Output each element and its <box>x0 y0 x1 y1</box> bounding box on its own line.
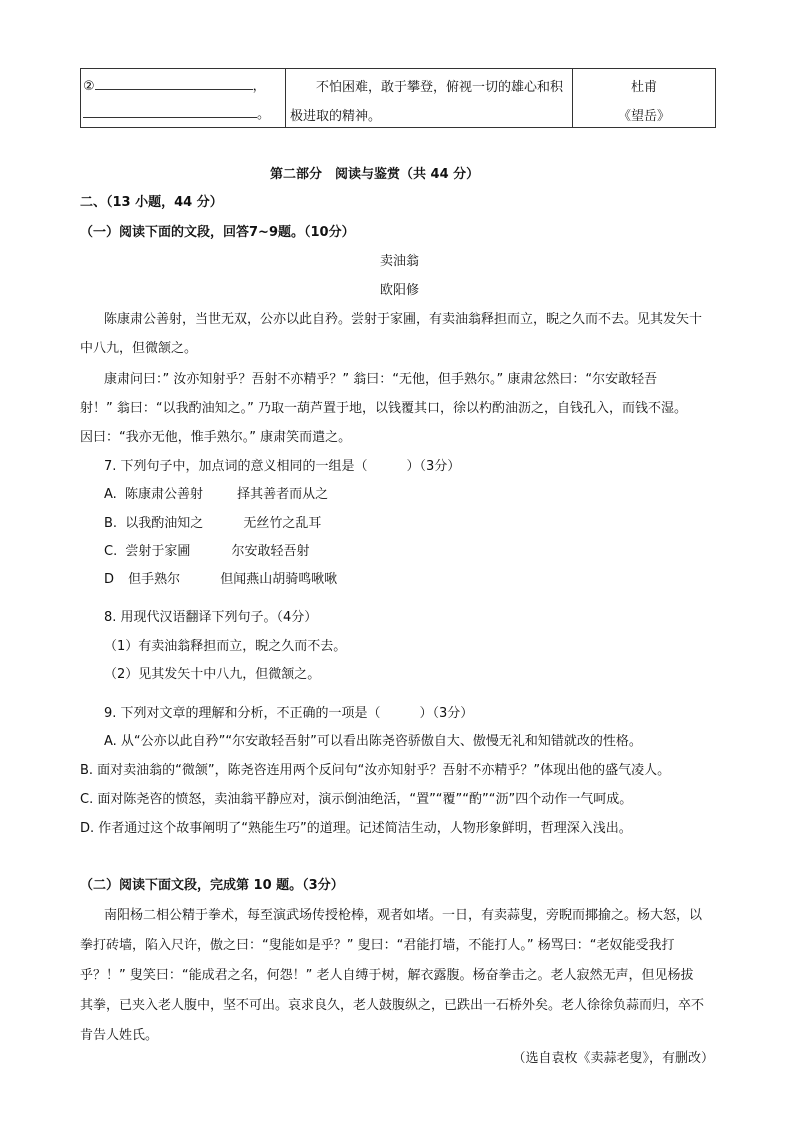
meaning-cell <box>286 69 573 128</box>
option-label: C. <box>104 544 118 559</box>
answer-blank-1[interactable] <box>95 75 253 90</box>
q9-option-b[interactable]: B. 面对卖油翁的“微颔”，陈尧咨连用两个反问句“汝亦知射乎？吾射不亦精乎？”体现出他的盛气凌人。 <box>80 763 671 778</box>
q7-option-a[interactable] <box>104 483 328 502</box>
q9-option-c[interactable]: C. 面对陈尧咨的愤怒，卖油翁平静应对，演示倒油绝活，“置”“覆”“酌”“沥”四个动作一气呵成。 <box>80 792 633 807</box>
para2-line1: 康肃问曰：” 汝亦知射乎？吾射不亦精乎？” 翁曰：“无他，但手熟尔。” 康肃忿然曰：“尔安敢轻吾 <box>104 372 658 387</box>
para2-line3: 因曰：“我亦无他，惟手熟尔。” 康肃笑而遣之。 <box>80 430 352 445</box>
q7-option-d[interactable] <box>104 568 337 587</box>
part2-title: 第二部分 阅读与鉴赏（共 44 分） <box>270 167 480 182</box>
work-title: 《望岳》 <box>617 109 670 124</box>
blank-punct-1: ， <box>252 79 266 94</box>
q8-stem: 8. 用现代汉语翻译下列句子。（4分） <box>104 610 318 625</box>
option-label: D <box>104 572 115 587</box>
source-note: （选自袁枚《卖蒜老叟》，有删改） <box>512 1051 714 1066</box>
option-left: 以我酌油知之 <box>125 516 204 531</box>
q7-stem: 7. 下列句子中，加点词的意义相同的一组是（ ）（3分） <box>104 459 461 474</box>
q7-option-b[interactable] <box>104 512 321 531</box>
q8-sentence-2: （2）见其发矢十中八九，但微颔之。 <box>104 667 321 682</box>
passage-author: 欧阳修 <box>380 283 420 298</box>
para1-line1: 陈康肃公善射，当世无双，公亦以此自矜。尝射于家圃，有卖油翁释担而立，睨之久而不去。见其发矢十 <box>104 312 703 327</box>
meaning-line-2: 极进取的精神。 <box>290 109 382 124</box>
sub2-header: （二）阅读下面文段，完成第 10 题。（3分） <box>80 878 344 893</box>
option-right: 择其善者而从之 <box>237 487 329 502</box>
option-label: B. <box>104 516 118 531</box>
answer-blank-2[interactable] <box>83 103 257 118</box>
sub1-header: （一）阅读下面的文段，回答7~9题。（10分） <box>80 225 355 240</box>
sub2-line3: 乎？！” 叟笑曰：“能成君之名，何怨！” 老人自缚于树，解衣露腹。杨奋拳击之。老人寂然无声，但见杨拔 <box>80 968 694 983</box>
q9-stem: 9. 下列对文章的理解和分析，不正确的一项是（ ）（3分） <box>104 706 474 721</box>
answer-table <box>80 68 716 128</box>
option-right: 尔安敢轻吾射 <box>231 544 310 559</box>
para2-line2: 射！” 翁曰：“以我酌油知之。” 乃取一葫芦置于地，以钱覆其口，徐以杓酌油沥之，自钱孔入，而钱不湿。 <box>80 401 687 416</box>
sub2-line5: 肯告人姓氏。 <box>80 1028 159 1043</box>
q8-sentence-1: （1）有卖油翁释担而立，睨之久而不去。 <box>104 639 347 654</box>
blank-punct-2: 。 <box>257 107 271 122</box>
option-left: 陈康肃公善射 <box>124 487 203 502</box>
sub2-line1: 南阳杨二相公精于拳术，每至演武场传授枪棒，观者如堵。一日，有卖蒜叟，旁睨而揶揄之。杨大怒，以 <box>104 908 703 923</box>
meaning-line-1: 不怕困难，敢于攀登，俯视一切的雄心和积 <box>316 80 564 95</box>
option-right: 无丝竹之乱耳 <box>243 516 322 531</box>
passage-title: 卖油翁 <box>380 254 420 269</box>
q9-option-d[interactable]: D. 作者通过这个故事阐明了“熟能生巧”的道理。记述简洁生动，人物形象鲜明，哲理深入浅出。 <box>80 821 632 836</box>
author-name: 杜甫 <box>630 80 657 95</box>
sub2-line2: 拳打砖墙，陷入尺许，傲之曰：“叟能如是乎？” 叟曰：“君能打墙，不能打人。” 杨骂曰：“老奴能受我打 <box>80 938 675 953</box>
option-left: 尝射于家圃 <box>125 544 191 559</box>
q9-option-a[interactable]: A. 从“公亦以此自矜”“尔安敢轻吾射”可以看出陈尧咨骄傲自大、傲慢无礼和知错就改的性格。 <box>104 734 642 749</box>
sub2-line4: 其拳，已夹入老人腹中，坚不可出。哀求良久，老人鼓腹纵之，已跌出一石桥外矣。老人徐徐负蒜而归，卒不 <box>80 998 705 1013</box>
source-cell <box>573 69 716 128</box>
option-label: A. <box>104 487 117 502</box>
para1-line2: 中八九，但微颔之。 <box>80 341 198 356</box>
section-header: 二、（13 小题，44 分） <box>80 195 223 210</box>
option-right: 但闻燕山胡骑鸣啾啾 <box>220 572 338 587</box>
blank-cell <box>81 69 286 128</box>
blank-number: ② <box>83 79 95 94</box>
q7-option-c[interactable] <box>104 540 310 559</box>
option-left: 但手熟尔 <box>128 572 181 587</box>
